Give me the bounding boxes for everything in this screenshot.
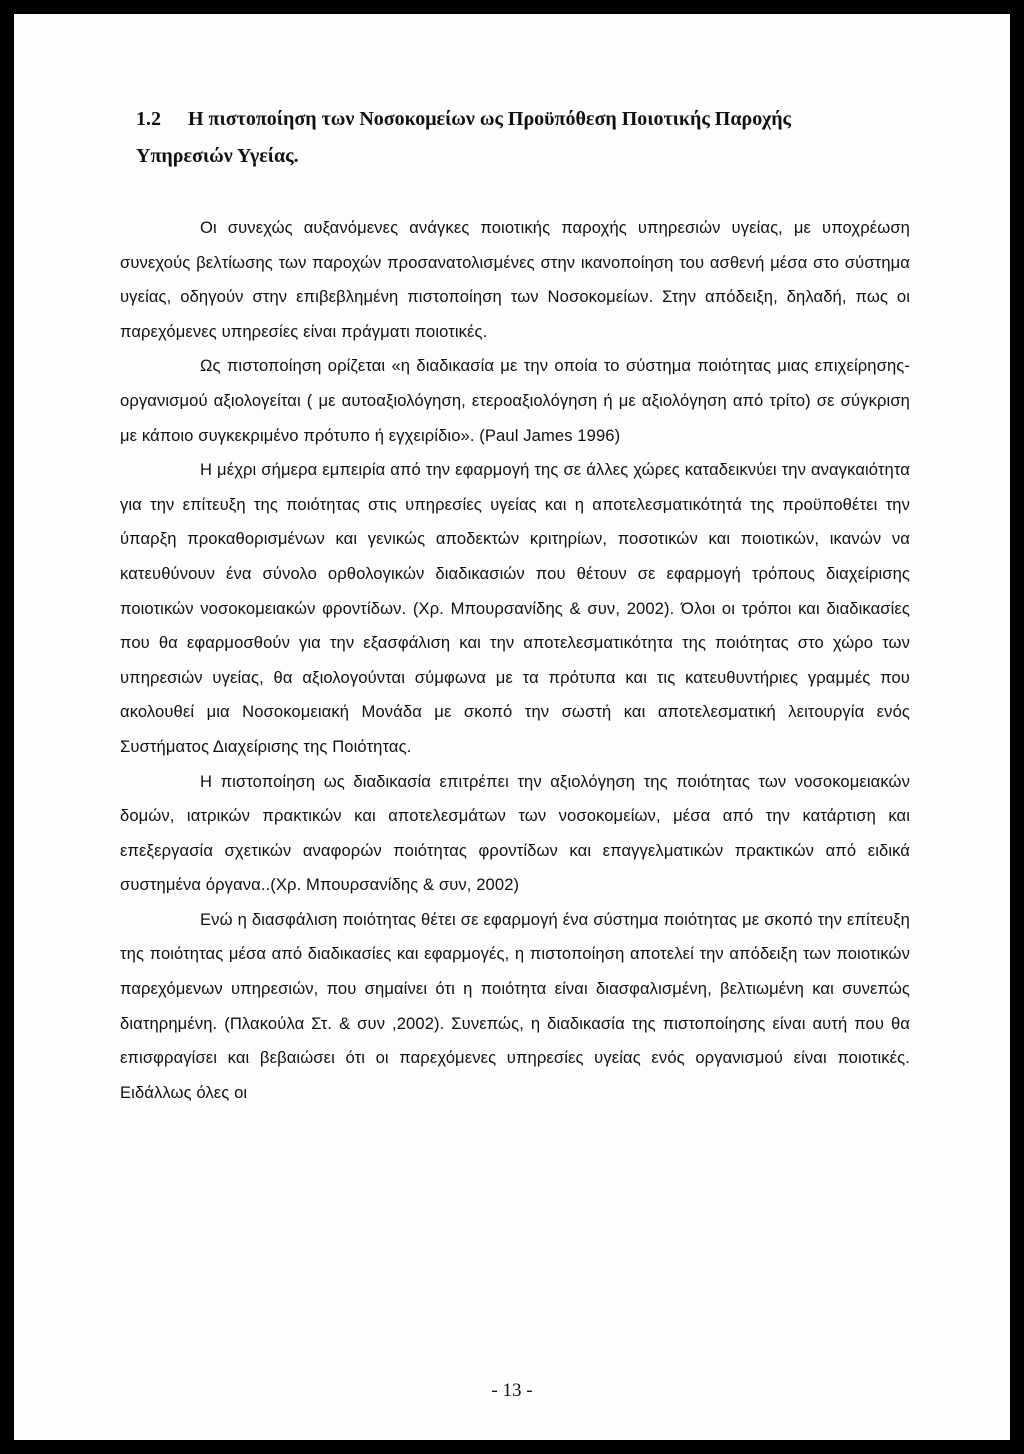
- section-heading: [120, 101, 910, 175]
- section-title-line-1: Η πιστοποίηση των Νοσοκομείων ως Προϋπόθεση Ποιοτικής Παροχής: [188, 108, 791, 130]
- body-text: [120, 211, 910, 1110]
- paragraph: Οι συνεχώς αυξανόμενες ανάγκες ποιοτικής παροχής υπηρεσιών υγείας, με υποχρέωση συνεχούς βελτίωσης των παροχών προσανατολισμένες στην ικανοποίηση του ασθενή μέσα στο σύστημα υγείας, οδηγούν στην επιβεβλημένη πιστοποίηση των Νοσοκομείων. Στην απόδειξη, δηλαδή, πως οι παρεχόμενες υπηρεσίες είναι πράγματι ποιοτικές.: [120, 218, 910, 341]
- paragraph: Η πιστοποίηση ως διαδικασία επιτρέπει την αξιολόγηση της ποιότητας των νοσοκομειακών δομών, ιατρικών πρακτικών και αποτελεσμάτων των νοσοκομείων, μέσα από την κατάρτιση και επεξεργασία σχετικών αναφορών ποιότητας φροντίδων και επαγγελματικών πρακτικών από ειδικά συστημένα όργανα..(Χρ. Μπουρσανίδης & συν, 2002): [120, 771, 910, 895]
- paragraph: Ενώ η διασφάλιση ποιότητας θέτει σε εφαρμογή ένα σύστημα ποιότητας με σκοπό την επίτευξη της ποιότητας μέσα από διαδικασίες και εφαρμογές, η πιστοποίηση αποτελεί την απόδειξη των ποιοτικών παρεχόμενων υπηρεσιών, που σημαίνει ότι η ποιότητα είναι διασφαλισμένη, βελτιωμένη και συνεπώς διατηρημένη. (Πλακούλα Στ. & συν ,2002). Συνεπώς, η διαδικασία της πιστοποίησης είναι αυτή που θα επισφραγίσει και βεβαιώσει ότι οι παρεχόμενες υπηρεσίες υγείας ενός οργανισμού είναι ποιοτικές. Ειδάλλως όλες οι: [120, 909, 910, 1102]
- section-heading-line-1: [120, 101, 910, 138]
- paragraph: Η μέχρι σήμερα εμπειρία από την εφαρμογή της σε άλλες χώρες καταδεικνύει την αναγκαιότητα για την επίτευξη της ποιότητας στις υπηρεσίες υγείας και η αποτελεσματικότητά της προϋποθέτει την ύπαρξη προκαθορισμένων και γενικώς αποδεκτών κριτηρίων, ποσοτικών και ποιοτικών, ικανών να κατευθύνουν ένα σύνολο ορθολογικών διαδικασιών που θέτουν σε εφαρμογή τρόπους διαχείρισης ποιοτικών νοσοκομειακών φροντίδων. (Χρ. Μπουρσανίδης & συν, 2002). Όλοι οι τρόποι και διαδικασίες που θα εφαρμοσθούν για την εξασφάλιση και την αποτελεσματικότητα της ποιότητας στο χώρο των υπηρεσιών υγείας, θα αξιολογούνται σύμφωνα με τα πρότυπα και τις κατευθυντήριες γραμμές που ακολουθεί μια Νοσοκομειακή Μονάδα με σκοπό την σωστή και αποτελεσματική λειτουργία ενός Συστήματος Διαχείρισης της Ποιότητας.: [120, 460, 910, 756]
- section-number: 1.2: [136, 108, 161, 130]
- document-content: [120, 101, 910, 1110]
- section-title-line-2: Υπηρεσιών Υγείας.: [136, 145, 299, 167]
- page-number: - 13 -: [491, 1380, 533, 1401]
- paragraph: Ως πιστοποίηση ορίζεται «η διαδικασία με την οποία το σύστημα ποιότητας μιας επιχείρησης-οργανισμού αξιολογείται ( με αυτοαξιολόγηση, ετεροαξιολόγηση ή με αξιολόγηση από τρίτο) σε σύγκριση με κάποιο συγκεκριμένο πρότυπο ή εγχειρίδιο». (Paul James 1996): [120, 356, 910, 445]
